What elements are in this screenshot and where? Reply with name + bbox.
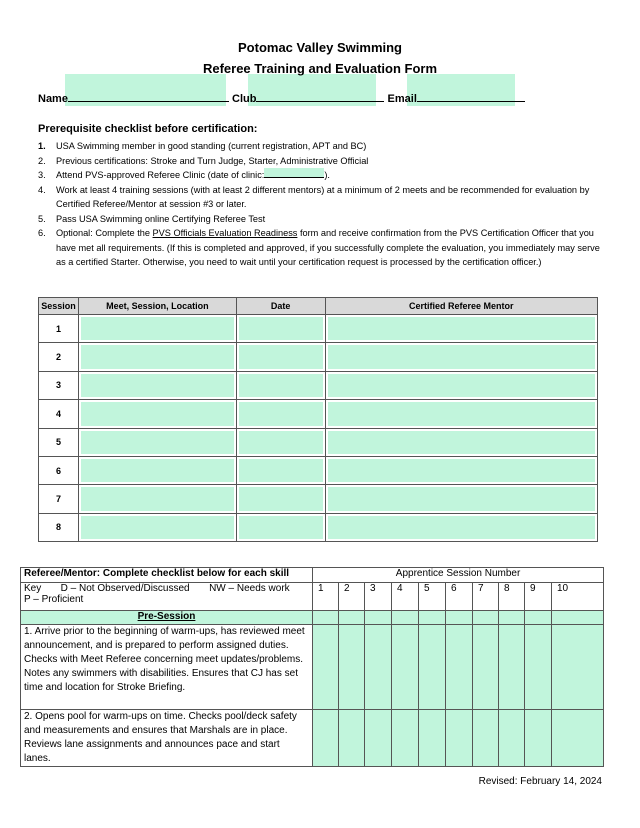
mentor-field[interactable] xyxy=(328,431,595,454)
key-line: Key D – Not Observed/Discussed NW – Needs work xyxy=(24,583,290,594)
check-cell[interactable] xyxy=(313,625,339,710)
session-row xyxy=(39,315,598,343)
check-cell[interactable] xyxy=(339,710,365,767)
date-field-cell xyxy=(236,400,325,428)
session-row xyxy=(39,456,598,484)
session-number-header: Apprentice Session Number xyxy=(313,568,604,583)
col-header-date: Date xyxy=(236,298,325,315)
session-number: 5 xyxy=(39,428,79,456)
session-num: 10 xyxy=(552,583,604,611)
mentor-field-cell xyxy=(325,315,597,343)
check-cell[interactable] xyxy=(525,710,552,767)
check-cell[interactable] xyxy=(473,625,499,710)
check-cell[interactable] xyxy=(499,625,525,710)
date-field[interactable] xyxy=(239,317,323,340)
check-cell[interactable] xyxy=(419,611,446,625)
session-number: 4 xyxy=(39,400,79,428)
section-title-pre-session: Pre-Session xyxy=(21,611,313,625)
session-number: 3 xyxy=(39,371,79,399)
email-field[interactable] xyxy=(417,91,525,102)
prereq-heading: Prerequisite checklist before certification: xyxy=(38,123,258,135)
sessions-table xyxy=(38,297,598,542)
prereq-item xyxy=(38,212,604,227)
session-num: 3 xyxy=(365,583,392,611)
date-field[interactable] xyxy=(239,487,323,510)
checklist-key xyxy=(21,583,313,611)
name-label: Name xyxy=(38,93,68,105)
readiness-form-link[interactable]: PVS Officials Evaluation Readiness xyxy=(152,228,298,238)
session-row xyxy=(39,428,598,456)
date-field[interactable] xyxy=(239,374,323,397)
date-field-cell xyxy=(236,513,325,541)
check-cell[interactable] xyxy=(339,625,365,710)
check-cell[interactable] xyxy=(365,625,392,710)
prereq-list xyxy=(38,139,604,270)
prereq-text: Work at least 4 training sessions (with at least 2 different mentors) at a minimum of 2 meets and be recommended for evaluation by Certified Referee/Mentor at session #3 or later. xyxy=(56,184,590,209)
session-row xyxy=(39,400,598,428)
check-cell[interactable] xyxy=(499,611,525,625)
prereq-num: 5. xyxy=(38,213,46,224)
col-header-mentor: Certified Referee Mentor xyxy=(325,298,597,315)
date-field[interactable] xyxy=(239,516,323,539)
revised-date: Revised: February 14, 2024 xyxy=(478,776,602,787)
meet-field-cell xyxy=(78,371,236,399)
check-cell[interactable] xyxy=(392,611,419,625)
meet-field-cell xyxy=(78,343,236,371)
check-cell[interactable] xyxy=(365,710,392,767)
date-field-cell xyxy=(236,456,325,484)
check-cell[interactable] xyxy=(552,611,604,625)
form-subtitle: Referee Training and Evaluation Form xyxy=(202,61,438,76)
session-num: 5 xyxy=(419,583,446,611)
prereq-text: Pass USA Swimming online Certifying Referee Test xyxy=(56,213,266,224)
check-cell[interactable] xyxy=(473,710,499,767)
mentor-field[interactable] xyxy=(328,317,595,340)
check-cell[interactable] xyxy=(552,625,604,710)
mentor-field-cell xyxy=(325,400,597,428)
meet-field[interactable] xyxy=(81,402,234,425)
check-cell[interactable] xyxy=(525,611,552,625)
prereq-text-end: form and receive confirmation from the PVS Certification Officer that you have met all requirements. (If this is completed and approved, if you successfully complete the evaluation, you immediately may serve as a certified Starter. Otherwise, you need to wait until your certification request is processed by the certification officer.) xyxy=(56,228,600,267)
date-field[interactable] xyxy=(239,431,323,454)
session-num: 8 xyxy=(499,583,525,611)
mentor-field-cell xyxy=(325,513,597,541)
mentor-field-cell xyxy=(325,343,597,371)
session-row xyxy=(39,513,598,541)
date-field[interactable] xyxy=(239,459,323,482)
check-cell[interactable] xyxy=(313,710,339,767)
session-num: 2 xyxy=(339,583,365,611)
meet-field[interactable] xyxy=(81,431,234,454)
meet-field-cell xyxy=(78,513,236,541)
mentor-field[interactable] xyxy=(328,516,595,539)
check-cell[interactable] xyxy=(313,611,339,625)
checklist-item: 2. Opens pool for warm-ups on time. Checks pool/deck safety and measurements and ensures that Marshals are in place. Reviews lane assignments and announces pace and start lanes. xyxy=(21,710,313,767)
checklist-title: Referee/Mentor: Complete checklist below for each skill xyxy=(21,568,313,583)
prereq-item xyxy=(38,168,604,183)
meet-field-cell xyxy=(78,428,236,456)
mentor-field[interactable] xyxy=(328,402,595,425)
session-num: 9 xyxy=(525,583,552,611)
meet-field[interactable] xyxy=(81,487,234,510)
prereq-text: Optional: Complete the xyxy=(56,228,153,238)
session-number: 1 xyxy=(39,315,79,343)
mentor-field-cell xyxy=(325,371,597,399)
name-field[interactable] xyxy=(68,91,229,102)
session-number: 2 xyxy=(39,343,79,371)
prereq-text-end: ). xyxy=(324,170,330,180)
check-cell[interactable] xyxy=(392,625,419,710)
date-field-cell xyxy=(236,485,325,513)
session-number: 6 xyxy=(39,456,79,484)
check-cell[interactable] xyxy=(339,611,365,625)
date-field-cell xyxy=(236,371,325,399)
meet-field[interactable] xyxy=(81,459,234,482)
session-num: 4 xyxy=(392,583,419,611)
prereq-num: 6. xyxy=(38,228,46,238)
prereq-item xyxy=(38,183,604,212)
session-num: 7 xyxy=(473,583,499,611)
prereq-num: 4. xyxy=(38,184,46,195)
session-number: 7 xyxy=(39,485,79,513)
key-line-2: P – Proficient xyxy=(24,594,84,605)
prereq-text: USA Swimming member in good standing (current registration, APT and BC) xyxy=(56,141,367,151)
col-header-session: Session xyxy=(39,298,79,315)
session-num: 1 xyxy=(313,583,339,611)
clinic-date-field[interactable] xyxy=(264,168,324,178)
meet-field[interactable] xyxy=(81,317,234,340)
club-label: Club xyxy=(232,93,257,105)
session-num: 6 xyxy=(446,583,473,611)
check-cell[interactable] xyxy=(499,710,525,767)
prereq-num: 3. xyxy=(38,170,46,180)
date-field-cell xyxy=(236,343,325,371)
mentor-field-cell xyxy=(325,485,597,513)
check-cell[interactable] xyxy=(552,710,604,767)
mentor-field[interactable] xyxy=(328,374,595,397)
session-row xyxy=(39,343,598,371)
meet-field-cell xyxy=(78,400,236,428)
mentor-field-cell xyxy=(325,456,597,484)
checklist-item: 1. Arrive prior to the beginning of warm-ups, has reviewed meet announcement, and is prepared to perform assigned duties. Checks with Meet Referee concerning meet updates/problems. Notes any swimmers with disabilities. Ensures that CJ has set time and location for Stroke Briefing. xyxy=(21,625,313,710)
prereq-text: Attend PVS-approved Referee Clinic (date of clinic: xyxy=(56,170,265,180)
check-cell[interactable] xyxy=(525,625,552,710)
meet-field-cell xyxy=(78,456,236,484)
prereq-item xyxy=(38,226,604,270)
prereq-text: Previous certifications: Stroke and Turn Judge, Starter, Administrative Official xyxy=(56,155,369,166)
mentor-field-cell xyxy=(325,428,597,456)
session-row xyxy=(39,485,598,513)
meet-field[interactable] xyxy=(81,345,234,368)
meet-field[interactable] xyxy=(81,374,234,397)
meet-field[interactable] xyxy=(81,516,234,539)
prereq-num: 2. xyxy=(38,155,46,166)
prereq-item xyxy=(38,139,604,154)
info-line xyxy=(38,91,525,105)
page-title: Potomac Valley Swimming xyxy=(238,40,402,55)
date-field[interactable] xyxy=(239,402,323,425)
session-row xyxy=(39,371,598,399)
date-field[interactable] xyxy=(239,345,323,368)
club-field[interactable] xyxy=(256,91,384,102)
prereq-num: 1. xyxy=(38,141,46,151)
check-cell[interactable] xyxy=(419,710,446,767)
prereq-item xyxy=(38,154,604,169)
date-field-cell xyxy=(236,428,325,456)
meet-field-cell xyxy=(78,315,236,343)
check-cell[interactable] xyxy=(446,625,473,710)
email-label: Email xyxy=(387,93,417,105)
checklist-table xyxy=(20,567,604,767)
check-cell[interactable] xyxy=(473,611,499,625)
mentor-field[interactable] xyxy=(328,459,595,482)
session-number: 8 xyxy=(39,513,79,541)
mentor-field[interactable] xyxy=(328,345,595,368)
check-cell[interactable] xyxy=(419,625,446,710)
check-cell[interactable] xyxy=(446,710,473,767)
mentor-field[interactable] xyxy=(328,487,595,510)
col-header-meet: Meet, Session, Location xyxy=(78,298,236,315)
meet-field-cell xyxy=(78,485,236,513)
check-cell[interactable] xyxy=(446,611,473,625)
date-field-cell xyxy=(236,315,325,343)
check-cell[interactable] xyxy=(365,611,392,625)
check-cell[interactable] xyxy=(392,710,419,767)
